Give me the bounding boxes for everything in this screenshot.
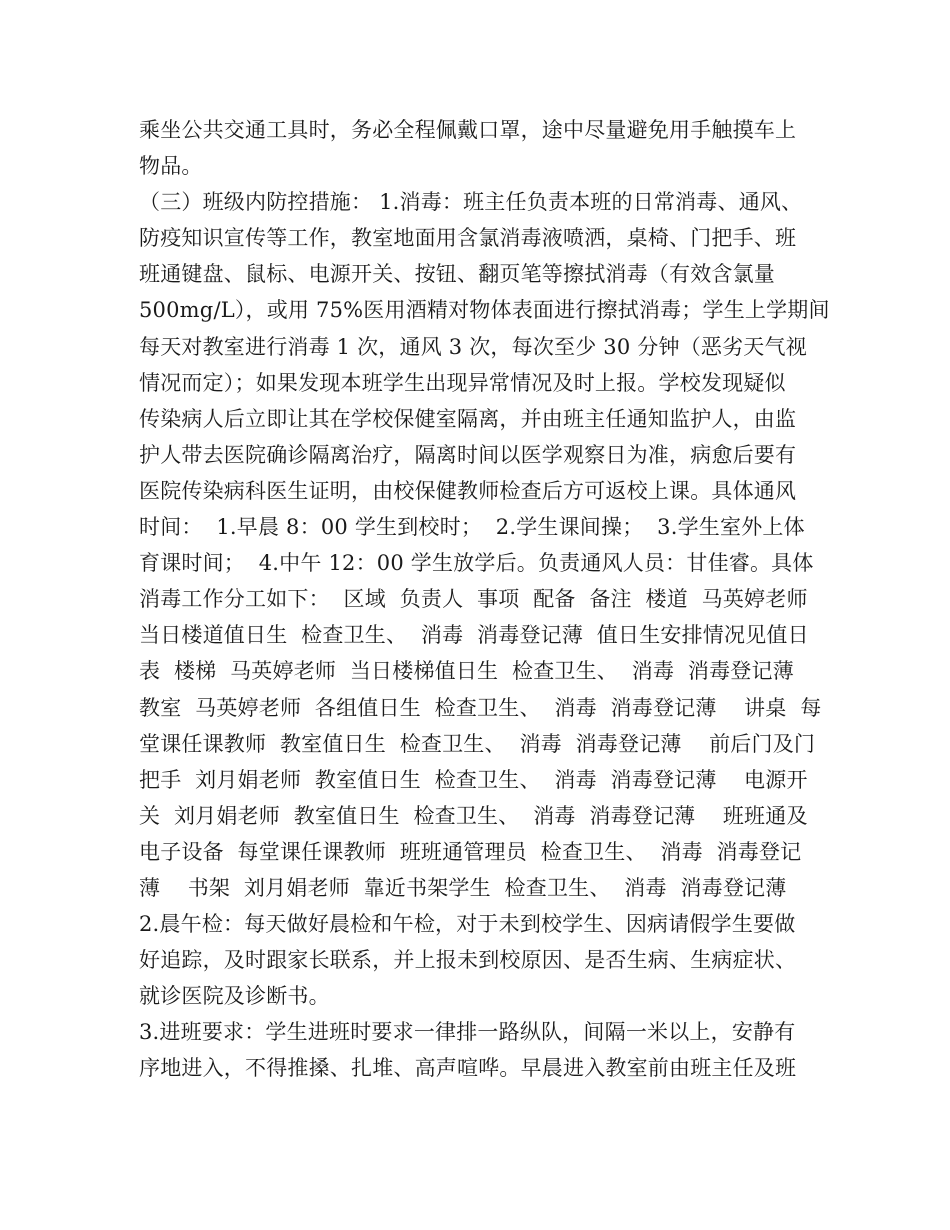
text-line: 物品。	[139, 154, 203, 179]
text-line: 乘坐公共交通工具时，务必全程佩戴口罩，途中尽量避免用手触摸车上	[139, 118, 797, 142]
text-line: 当日楼道值日生 检查卫生、 消毒 消毒登记薄 值日生安排情况见值日	[139, 623, 809, 648]
text-line: 班通键盘、鼠标、电源开关、按钮、翻页笔等擦拭消毒（有效含氯量	[139, 262, 775, 287]
text-line: 医院传染病科医生证明，由校保健教师检查后方可返校上课。具体通风	[139, 478, 797, 503]
text-line: 表 楼梯 马英婷老师 当日楼梯值日生 检查卫生、 消毒 消毒登记薄	[139, 659, 794, 684]
text-line: 关 刘月娟老师 教室值日生 检查卫生、 消毒 消毒登记薄 班班通及	[139, 803, 808, 828]
text-line: 护人带去医院确诊隔离治疗，隔离时间以医学观察日为准，病愈后要有	[139, 442, 797, 467]
text-line: 育课时间； 4.中午 12：00 学生放学后。负责通风人员：甘佳睿。具体	[139, 551, 814, 576]
text-line: 传染病人后立即让其在学校保健室隔离，并由班主任通知监护人，由监	[139, 406, 797, 431]
text-line: 时间： 1.早晨 8：00 学生到校时； 2.学生课间操； 3.学生室外上体	[139, 515, 805, 540]
text-line: 每天对教室进行消毒 1 次，通风 3 次，每次至少 30 分钟（恶劣天气视	[139, 334, 807, 359]
text-line: 电子设备 每堂课任课教师 班班通管理员 检查卫生、 消毒 消毒登记	[139, 839, 802, 864]
text-line: 堂课任课教师 教室值日生 检查卫生、 消毒 消毒登记薄 前后门及门	[139, 731, 816, 756]
text-line: 薄 书架 刘月娟老师 靠近书架学生 检查卫生、 消毒 消毒登记薄	[139, 875, 787, 900]
text-line: 把手 刘月娟老师 教室值日生 检查卫生、 消毒 消毒登记薄 电源开	[139, 767, 808, 792]
text-line: （三）班级内防控措施： 1.消毒：班主任负责本班的日常消毒、通风、	[139, 190, 803, 215]
text-line: 500mg/L），或用 75%医用酒精对物体表面进行擦拭消毒；学生上学期间	[139, 298, 830, 323]
body-text	[139, 112, 829, 1087]
text-line: 消毒工作分工如下： 区域 负责人 事项 配备 备注 楼道 马英婷老师	[139, 587, 808, 612]
text-line: 好追踪，及时跟家长联系，并上报未到校原因、是否生病、生病症状、	[139, 948, 797, 973]
text-line: 防疫知识宣传等工作，教室地面用含氯消毒液喷洒，桌椅、门把手、班	[139, 226, 797, 251]
text-line: 2.晨午检：每天做好晨检和午检，对于未到校学生、因病请假学生要做	[139, 912, 796, 937]
text-line: 就诊医院及诊断书。	[139, 984, 330, 1009]
text-line: 序地进入，不得推搡、扎堆、高声喧哗。早晨进入教室前由班主任及班	[139, 1056, 797, 1081]
text-line: 情况而定）；如果发现本班学生出现异常情况及时上报。学校发现疑似	[139, 370, 786, 395]
text-line: 教室 马英婷老师 各组值日生 检查卫生、 消毒 消毒登记薄 讲桌 每	[139, 695, 822, 720]
text-line: 3.进班要求：学生进班时要求一律排一路纵队，间隔一米以上，安静有	[139, 1020, 796, 1045]
